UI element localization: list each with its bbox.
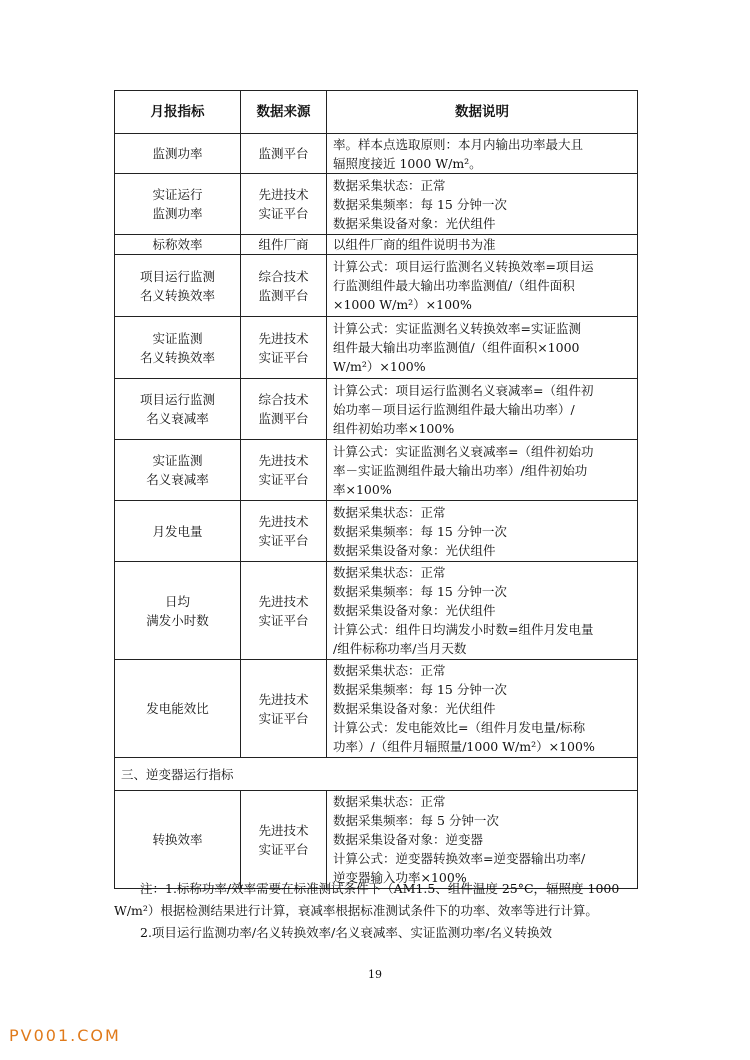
table-notes	[114, 878, 637, 944]
table-row	[115, 174, 638, 235]
table-row	[115, 440, 638, 501]
source-cell: 先进技术 实证平台	[241, 562, 327, 660]
table-row	[115, 255, 638, 317]
indicator-cell: 月发电量	[115, 501, 241, 562]
header-source: 数据来源	[241, 91, 327, 134]
description-cell: 计算公式：项目运行监测名义衰减率=（组件初 始功率－项目运行监测组件最大输出功率）/ 组件初始功率×100%	[327, 379, 638, 440]
source-cell: 先进技术 实证平台	[241, 501, 327, 562]
description-cell: 数据采集状态：正常 数据采集频率：每 15 分钟一次 数据采集设备对象：光伏组件	[327, 174, 638, 235]
source-cell: 综合技术 监测平台	[241, 379, 327, 440]
indicator-cell: 实证监测 名义转换效率	[115, 317, 241, 379]
source-cell: 先进技术 实证平台	[241, 174, 327, 235]
source-cell: 先进技术 实证平台	[241, 440, 327, 501]
watermark: PV001.COM	[9, 1026, 121, 1045]
description-cell: 计算公式：实证监测名义衰减率=（组件初始功 率－实证监测组件最大输出功率）/组件初始功 率×100%	[327, 440, 638, 501]
note-2: 2.项目运行监测功率/名义转换效率/名义衰减率、实证监测功率/名义转换效	[140, 925, 553, 940]
table-row	[115, 791, 638, 889]
indicator-cell: 监测功率	[115, 134, 241, 174]
description-cell: 计算公式：实证监测名义转换效率=实证监测 组件最大输出功率监测值/（组件面积×1000 W/m²）×100%	[327, 317, 638, 379]
description-cell: 数据采集状态：正常 数据采集频率：每 15 分钟一次 数据采集设备对象：光伏组件	[327, 501, 638, 562]
note-1: 注：1.标称功率/效率需要在标准测试条件下（AM1.5、组件温度 25°C，辐照度 1000 W/m²）根据检测结果进行计算，衰减率根据标准测试条件下的功率、效率等进行计算。	[114, 881, 620, 918]
indicator-cell: 发电能效比	[115, 660, 241, 758]
indicator-cell: 实证运行 监测功率	[115, 174, 241, 235]
table-row	[115, 134, 638, 174]
table-row	[115, 562, 638, 660]
description-cell: 数据采集状态：正常 数据采集频率：每 15 分钟一次 数据采集设备对象：光伏组件 计算公式：组件日均满发小时数=组件月发电量 /组件标称功率/当月天数	[327, 562, 638, 660]
table-row	[115, 501, 638, 562]
indicator-table	[114, 90, 638, 889]
indicator-cell: 项目运行监测 名义衰减率	[115, 379, 241, 440]
table-header-row	[115, 91, 638, 134]
source-cell: 综合技术 监测平台	[241, 255, 327, 317]
table-row	[115, 660, 638, 758]
source-cell: 先进技术 实证平台	[241, 317, 327, 379]
indicator-cell: 日均 满发小时数	[115, 562, 241, 660]
indicator-cell: 转换效率	[115, 791, 241, 889]
description-cell: 以组件厂商的组件说明书为准	[327, 235, 638, 255]
table-row	[115, 317, 638, 379]
description-cell: 计算公式：项目运行监测名义转换效率=项目运 行监测组件最大输出功率监测值/（组件面积 ×1000 W/m²）×100%	[327, 255, 638, 317]
section-heading: 三、逆变器运行指标	[115, 758, 638, 791]
section-row	[115, 758, 638, 791]
description-cell: 数据采集状态：正常 数据采集频率：每 5 分钟一次 数据采集设备对象：逆变器 计算公式：逆变器转换效率=逆变器输出功率/ 逆变器输入功率×100%	[327, 791, 638, 889]
source-cell: 先进技术 实证平台	[241, 660, 327, 758]
source-cell: 先进技术 实证平台	[241, 791, 327, 889]
indicator-cell: 实证监测 名义衰减率	[115, 440, 241, 501]
description-cell: 数据采集状态：正常 数据采集频率：每 15 分钟一次 数据采集设备对象：光伏组件 计算公式：发电能效比=（组件月发电量/标称 功率）/（组件月辐照量/1000 W/m²）×100%	[327, 660, 638, 758]
source-cell: 监测平台	[241, 134, 327, 174]
source-cell: 组件厂商	[241, 235, 327, 255]
indicator-cell: 项目运行监测 名义转换效率	[115, 255, 241, 317]
indicator-cell: 标称效率	[115, 235, 241, 255]
table-row	[115, 235, 638, 255]
description-cell: 率。样本点选取原则：本月内输出功率最大且 辐照度接近 1000 W/m²。	[327, 134, 638, 174]
table-row	[115, 379, 638, 440]
page-number: 19	[368, 968, 382, 981]
header-description: 数据说明	[327, 91, 638, 134]
header-indicator: 月报指标	[115, 91, 241, 134]
